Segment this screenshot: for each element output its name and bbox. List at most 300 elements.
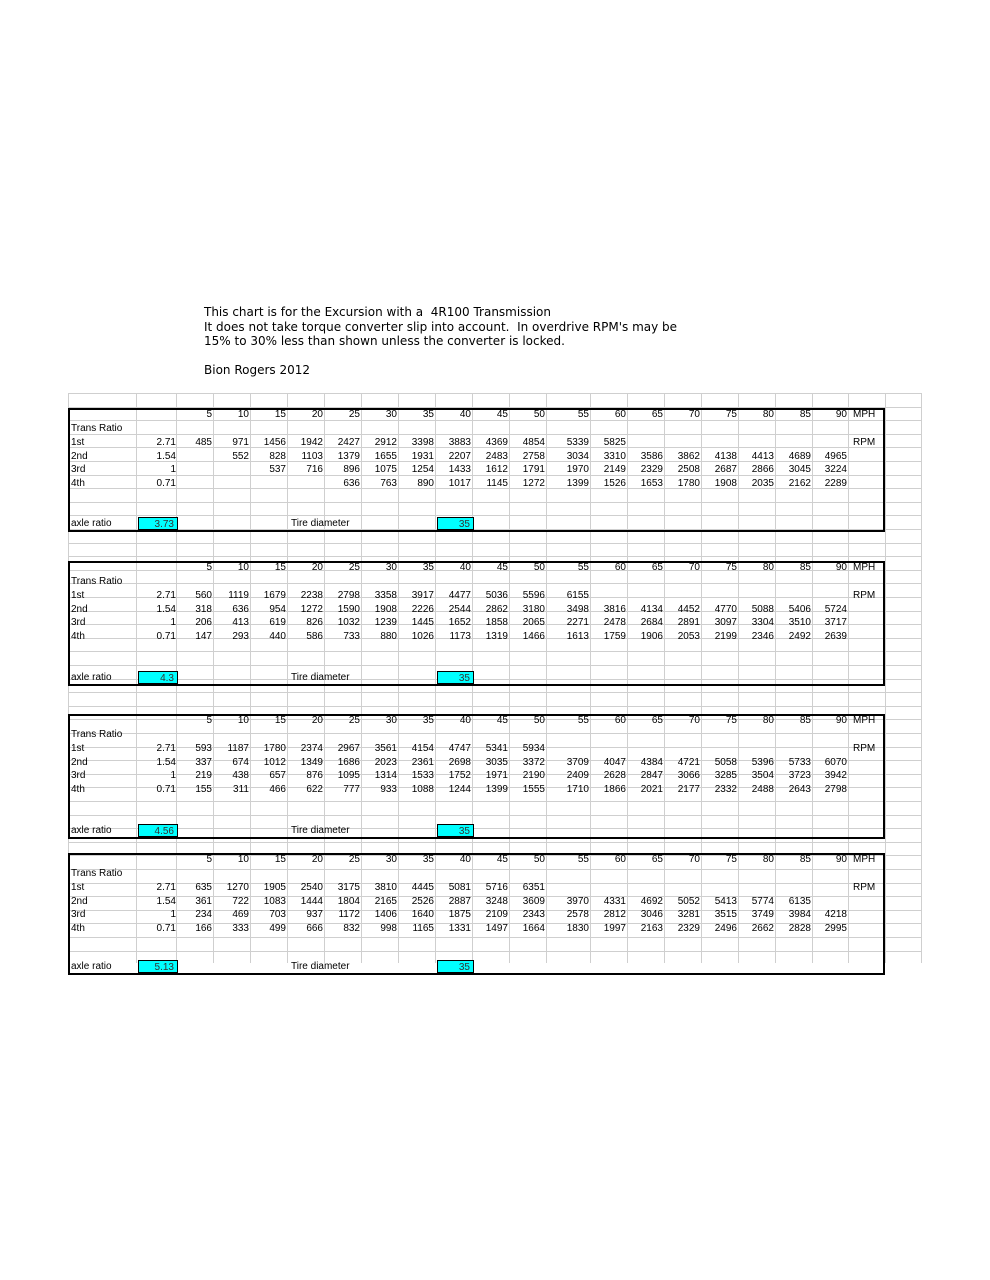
rpm-cell: 2483 <box>485 450 508 462</box>
speed-header-cell: 45 <box>496 562 508 573</box>
rpm-cell: 3816 <box>603 603 626 615</box>
gear-row <box>70 616 923 629</box>
rpm-cell: 1653 <box>640 477 663 489</box>
speed-header-cell: 30 <box>385 715 397 726</box>
rpm-cell: 1710 <box>566 783 589 795</box>
rpm-cell: 1165 <box>412 922 434 934</box>
speed-header-cell: 75 <box>725 715 737 726</box>
rpm-cell: 6135 <box>788 895 811 907</box>
speed-header-cell: 10 <box>237 715 249 726</box>
rpm-cell: 3504 <box>751 770 774 781</box>
speed-header-cell: 65 <box>651 562 663 573</box>
rpm-cell <box>629 742 663 755</box>
rpm-cell: 1640 <box>411 909 434 920</box>
gear-ratio: 2.71 <box>156 590 176 601</box>
rpm-cell: 3970 <box>566 895 589 907</box>
rpm-cell: 1075 <box>374 464 397 475</box>
rpm-cell: 593 <box>195 743 212 754</box>
gear-name: 4th <box>71 630 85 642</box>
rpm-cell <box>703 881 737 894</box>
rpm-cell: 2177 <box>677 783 700 795</box>
gear-name: 3rd <box>71 770 86 781</box>
rpm-cell: 5396 <box>751 756 774 768</box>
rpm-cell: 1908 <box>714 477 737 489</box>
rpm-cell: 2289 <box>824 477 847 489</box>
speed-header-cell: 25 <box>348 715 360 726</box>
speed-header-cell: 70 <box>688 562 700 573</box>
gear-row <box>70 922 923 935</box>
mph-label: MPH <box>853 715 876 726</box>
rpm-cell: 2427 <box>337 437 360 448</box>
rpm-cell: 5716 <box>485 882 508 893</box>
rpm-cell: 1613 <box>566 630 589 642</box>
gear-name: 3rd <box>71 617 86 628</box>
rpm-cell: 1942 <box>300 437 323 448</box>
rpm-cell: 1866 <box>603 783 626 795</box>
speed-header-cell: 35 <box>422 409 434 420</box>
rpm-cell: 657 <box>269 770 286 781</box>
rpm-cell: 2912 <box>374 437 397 448</box>
gear-row <box>70 756 923 769</box>
rpm-cell: 1686 <box>337 756 360 768</box>
rpm-cell: 2540 <box>300 882 323 893</box>
gear-row <box>70 908 923 921</box>
speed-header-cell: 50 <box>533 715 545 726</box>
gear-ratio: 1 <box>170 909 176 920</box>
rpm-cell: 485 <box>195 437 212 448</box>
rpm-cell: 1026 <box>411 630 434 642</box>
rpm-cell <box>178 463 212 476</box>
rpm-cell: 2199 <box>714 630 737 642</box>
speed-header-cell: 20 <box>311 562 323 573</box>
rpm-cell: 4477 <box>448 590 471 601</box>
mph-label: MPH <box>853 854 876 865</box>
gear-name: 1st <box>71 882 85 893</box>
rpm-table <box>68 853 885 975</box>
rpm-cell: 828 <box>269 450 286 462</box>
rpm-cell: 3066 <box>677 770 700 781</box>
rpm-cell: 2544 <box>448 603 471 615</box>
rpm-cell: 635 <box>195 882 212 893</box>
rpm-cell: 733 <box>343 630 360 642</box>
rpm-cell <box>777 436 811 449</box>
speed-header-cell: 75 <box>725 562 737 573</box>
grid-row-line <box>68 706 921 707</box>
speed-header-cell: 70 <box>688 715 700 726</box>
gear-row <box>70 742 923 755</box>
rpm-table <box>68 408 885 532</box>
rpm-cell: 361 <box>195 895 212 907</box>
speed-header-cell: 80 <box>762 562 774 573</box>
gear-name: 3rd <box>71 909 86 920</box>
rpm-cell: 5339 <box>566 437 589 448</box>
speed-header-cell: 55 <box>577 715 589 726</box>
rpm-cell: 2639 <box>824 630 847 642</box>
rpm-cell <box>666 742 700 755</box>
speed-header-cell: 45 <box>496 409 508 420</box>
grid-row-line <box>68 692 921 693</box>
rpm-label: RPM <box>853 590 876 601</box>
rpm-cell: 777 <box>343 783 360 795</box>
rpm-cell: 3709 <box>566 756 589 768</box>
speed-header-cell: 90 <box>835 409 847 420</box>
rpm-cell: 318 <box>195 603 212 615</box>
tire-diameter-value: 35 <box>437 824 474 837</box>
rpm-cell: 293 <box>232 630 249 642</box>
rpm-cell: 937 <box>306 909 323 920</box>
rpm-cell: 234 <box>195 909 212 920</box>
speed-header-cell: 65 <box>651 409 663 420</box>
rpm-cell: 703 <box>269 909 286 920</box>
rpm-cell: 880 <box>380 630 397 642</box>
rpm-cell: 4747 <box>448 743 471 754</box>
speed-header-cell: 65 <box>651 715 663 726</box>
rpm-cell: 1244 <box>448 783 471 795</box>
axle-ratio-label: axle ratio <box>71 961 112 972</box>
rpm-cell: 3515 <box>714 909 737 920</box>
rpm-cell: 1752 <box>448 770 471 781</box>
rpm-cell: 763 <box>380 477 397 489</box>
speed-header-cell: 60 <box>614 854 626 865</box>
speed-header-cell: 45 <box>496 715 508 726</box>
speed-header-cell: 40 <box>459 854 471 865</box>
speed-header-row <box>70 408 923 421</box>
rpm-cell <box>814 895 847 908</box>
rpm-cell: 4047 <box>603 756 626 768</box>
gear-row <box>70 895 923 908</box>
rpm-cell: 1270 <box>226 882 249 893</box>
rpm-cell: 440 <box>269 630 286 642</box>
axle-ratio-label: axle ratio <box>71 518 112 529</box>
rpm-cell <box>215 463 249 476</box>
axle-row <box>70 517 923 530</box>
gear-name: 1st <box>71 437 85 448</box>
speed-header-cell: 30 <box>385 562 397 573</box>
gear-row <box>70 436 923 449</box>
rpm-cell: 586 <box>306 630 323 642</box>
grid-row-line <box>68 393 921 394</box>
trans-ratio-row <box>70 575 923 588</box>
rpm-cell: 147 <box>195 630 212 642</box>
rpm-cell <box>666 881 700 894</box>
rpm-cell: 1906 <box>640 630 663 642</box>
rpm-cell: 5081 <box>448 882 471 893</box>
rpm-cell: 466 <box>269 783 286 795</box>
speed-header-cell: 40 <box>459 409 471 420</box>
rpm-cell: 5406 <box>788 603 811 615</box>
rpm-cell: 1970 <box>566 464 589 475</box>
rpm-cell: 1804 <box>337 895 360 907</box>
rpm-cell: 1272 <box>522 477 545 489</box>
rpm-cell: 3917 <box>411 590 434 601</box>
trans-ratio-label: Trans Ratio <box>71 423 123 434</box>
rpm-cell: 4445 <box>411 882 434 893</box>
rpm-cell: 5341 <box>485 743 508 754</box>
axle-ratio-label: axle ratio <box>71 672 112 683</box>
speed-header-row <box>70 714 923 727</box>
rpm-cell <box>703 742 737 755</box>
rpm-cell: 2329 <box>677 922 700 934</box>
speed-header-cell: 20 <box>311 409 323 420</box>
rpm-cell: 1406 <box>374 909 397 920</box>
rpm-cell: 826 <box>306 617 323 628</box>
rpm-cell: 6351 <box>522 882 545 893</box>
rpm-cell: 1655 <box>374 450 397 462</box>
rpm-cell: 4965 <box>824 450 847 462</box>
rpm-label: RPM <box>853 882 876 893</box>
rpm-cell: 3810 <box>374 882 397 893</box>
rpm-cell: 5934 <box>522 743 545 754</box>
speed-header-cell: 70 <box>688 409 700 420</box>
gear-ratio: 2.71 <box>156 437 176 448</box>
rpm-cell <box>629 436 663 449</box>
rpm-cell: 1858 <box>485 617 508 628</box>
rpm-cell: 2343 <box>522 909 545 920</box>
rpm-cell: 1349 <box>300 756 323 768</box>
rpm-cell: 1319 <box>485 630 508 642</box>
rpm-cell: 4413 <box>751 450 774 462</box>
rpm-cell: 3498 <box>566 603 589 615</box>
rpm-cell: 2684 <box>640 617 663 628</box>
rpm-cell: 1331 <box>448 922 471 934</box>
axle-row <box>70 671 923 684</box>
rpm-cell: 4721 <box>677 756 700 768</box>
rpm-cell: 5058 <box>714 756 737 768</box>
rpm-cell: 2508 <box>677 464 700 475</box>
rpm-cell <box>814 742 847 755</box>
axle-ratio-value: 4.3 <box>138 671 178 684</box>
rpm-cell: 311 <box>233 783 249 795</box>
rpm-cell: 5413 <box>714 895 737 907</box>
rpm-cell <box>740 589 774 602</box>
rpm-cell: 2162 <box>788 477 811 489</box>
rpm-cell: 3180 <box>522 603 545 615</box>
speed-header-cell: 30 <box>385 854 397 865</box>
intro-line-1: This chart is for the Excursion with a 4R100 Transmission <box>204 305 551 319</box>
rpm-cell: 2374 <box>300 743 323 754</box>
tire-diameter-value: 35 <box>437 960 474 973</box>
gear-ratio: 0.71 <box>156 922 176 934</box>
gear-row <box>70 630 923 643</box>
speed-header-cell: 85 <box>799 562 811 573</box>
rpm-cell: 636 <box>343 477 360 489</box>
rpm-cell: 552 <box>232 450 249 462</box>
rpm-cell <box>740 881 774 894</box>
rpm-cell: 2891 <box>677 617 700 628</box>
rpm-cell: 4452 <box>677 603 700 615</box>
rpm-cell: 2053 <box>677 630 700 642</box>
rpm-cell: 1679 <box>263 590 286 601</box>
rpm-cell: 2628 <box>603 770 626 781</box>
rpm-cell <box>289 477 323 490</box>
trans-ratio-label: Trans Ratio <box>71 576 123 587</box>
rpm-cell: 2698 <box>448 756 471 768</box>
tire-diameter-label: Tire diameter <box>291 825 350 836</box>
rpm-cell <box>777 742 811 755</box>
rpm-cell: 4331 <box>603 895 626 907</box>
rpm-cell: 1908 <box>374 603 397 615</box>
rpm-cell: 619 <box>269 617 286 628</box>
rpm-cell: 2492 <box>788 630 811 642</box>
rpm-cell <box>814 436 847 449</box>
rpm-cell: 1456 <box>263 437 286 448</box>
speed-header-cell: 25 <box>348 854 360 865</box>
speed-header-cell: 50 <box>533 409 545 420</box>
rpm-cell: 2488 <box>751 783 774 795</box>
rpm-cell: 413 <box>232 617 249 628</box>
gear-ratio: 1 <box>170 617 176 628</box>
axle-row <box>70 960 923 973</box>
rpm-cell: 3942 <box>824 770 847 781</box>
rpm-cell: 155 <box>195 783 212 795</box>
rpm-cell: 2478 <box>603 617 626 628</box>
rpm-table <box>68 561 885 686</box>
rpm-cell: 2643 <box>788 783 811 795</box>
rpm-cell: 2578 <box>566 909 589 920</box>
rpm-cell: 3749 <box>751 909 774 920</box>
rpm-cell: 1466 <box>522 630 545 642</box>
gear-row <box>70 769 923 782</box>
rpm-cell: 206 <box>195 617 212 628</box>
rpm-cell: 5825 <box>603 437 626 448</box>
rpm-cell <box>814 881 847 894</box>
rpm-cell: 2346 <box>751 630 774 642</box>
rpm-cell: 832 <box>343 922 360 934</box>
rpm-cell <box>666 436 700 449</box>
trans-ratio-row <box>70 728 923 741</box>
speed-header-cell: 10 <box>237 409 249 420</box>
rpm-cell: 5596 <box>522 590 545 601</box>
axle-ratio-value: 3.73 <box>138 517 178 530</box>
rpm-cell <box>740 436 774 449</box>
speed-header-cell: 15 <box>274 715 286 726</box>
speed-header-cell: 80 <box>762 854 774 865</box>
speed-header-cell: 80 <box>762 715 774 726</box>
rpm-cell: 4134 <box>640 603 663 615</box>
rpm-cell: 3561 <box>374 743 397 754</box>
rpm-cell: 2149 <box>603 464 626 475</box>
rpm-cell: 4689 <box>788 450 811 462</box>
intro-line-3: 15% to 30% less than shown unless the converter is locked. <box>204 334 565 348</box>
tire-diameter-value: 35 <box>437 517 474 530</box>
rpm-cell: 933 <box>380 783 397 795</box>
rpm-cell: 3372 <box>522 756 545 768</box>
author: Bion Rogers 2012 <box>204 362 311 377</box>
speed-header-cell: 20 <box>311 715 323 726</box>
gear-name: 4th <box>71 477 85 489</box>
rpm-cell: 4692 <box>640 895 663 907</box>
rpm-cell: 1272 <box>300 603 323 615</box>
rpm-cell: 1083 <box>263 895 286 907</box>
speed-header-cell: 35 <box>422 715 434 726</box>
rpm-cell <box>592 589 626 602</box>
speed-header-cell: 10 <box>237 854 249 865</box>
rpm-cell: 537 <box>269 464 286 475</box>
rpm-cell: 1780 <box>263 743 286 754</box>
rpm-cell <box>814 589 847 602</box>
rpm-cell: 1444 <box>300 895 323 907</box>
gear-ratio: 1 <box>170 464 176 475</box>
rpm-cell: 3248 <box>485 895 508 907</box>
rpm-cell: 1239 <box>374 617 397 628</box>
speed-header-cell: 80 <box>762 409 774 420</box>
rpm-cell: 337 <box>195 756 212 768</box>
gear-ratio: 0.71 <box>156 477 176 489</box>
tire-diameter-label: Tire diameter <box>291 961 350 972</box>
rpm-cell: 3883 <box>448 437 471 448</box>
rpm-cell: 3398 <box>411 437 434 448</box>
gear-ratio: 1 <box>170 770 176 781</box>
rpm-cell: 1445 <box>411 617 434 628</box>
rpm-cell: 3717 <box>824 617 847 628</box>
rpm-cell: 2887 <box>448 895 471 907</box>
rpm-cell <box>592 742 626 755</box>
speed-header-cell: 40 <box>459 715 471 726</box>
rpm-cell <box>703 436 737 449</box>
rpm-cell: 2526 <box>411 895 434 907</box>
rpm-cell <box>548 742 589 755</box>
rpm-cell: 3586 <box>640 450 663 462</box>
axle-ratio-value: 4.56 <box>138 824 178 837</box>
speed-header-cell: 5 <box>206 854 212 865</box>
speed-header-row <box>70 853 923 866</box>
rpm-cell: 5774 <box>751 895 774 907</box>
rpm-label: RPM <box>853 743 876 754</box>
speed-header-cell: 75 <box>725 854 737 865</box>
rpm-cell: 3285 <box>714 770 737 781</box>
rpm-cell: 3358 <box>374 590 397 601</box>
rpm-cell: 1433 <box>448 464 471 475</box>
speed-header-cell: 10 <box>237 562 249 573</box>
rpm-cell: 5733 <box>788 756 811 768</box>
rpm-cell: 6155 <box>566 590 589 601</box>
speed-header-cell: 85 <box>799 854 811 865</box>
rpm-cell <box>740 742 774 755</box>
rpm-cell: 1971 <box>485 770 508 781</box>
rpm-cell: 2035 <box>751 477 774 489</box>
speed-header-cell: 60 <box>614 715 626 726</box>
rpm-cell: 674 <box>232 756 249 768</box>
rpm-cell: 1017 <box>448 477 471 489</box>
rpm-cell: 5088 <box>751 603 774 615</box>
rpm-cell: 469 <box>232 909 249 920</box>
rpm-cell: 1590 <box>337 603 360 615</box>
rpm-cell: 1103 <box>301 450 323 462</box>
rpm-cell: 3097 <box>714 617 737 628</box>
rpm-cell: 6070 <box>824 756 847 768</box>
gear-row <box>70 589 923 602</box>
gear-row <box>70 463 923 476</box>
gear-name: 4th <box>71 783 85 795</box>
intro-text <box>204 305 677 377</box>
rpm-cell: 1997 <box>603 922 626 934</box>
rpm-cell: 722 <box>232 895 249 907</box>
gear-ratio: 2.71 <box>156 882 176 893</box>
rpm-cell: 666 <box>306 922 323 934</box>
rpm-cell: 2021 <box>640 783 663 795</box>
mph-label: MPH <box>853 409 876 420</box>
rpm-cell: 3175 <box>337 882 360 893</box>
speed-header-cell: 5 <box>206 409 212 420</box>
rpm-cell: 5036 <box>485 590 508 601</box>
rpm-cell: 4384 <box>640 756 663 768</box>
speed-header-cell: 70 <box>688 854 700 865</box>
speed-header-cell: 55 <box>577 562 589 573</box>
grid-row-line <box>68 842 921 843</box>
speed-header-cell: 15 <box>274 409 286 420</box>
speed-header-cell: 30 <box>385 409 397 420</box>
speed-header-cell: 25 <box>348 409 360 420</box>
